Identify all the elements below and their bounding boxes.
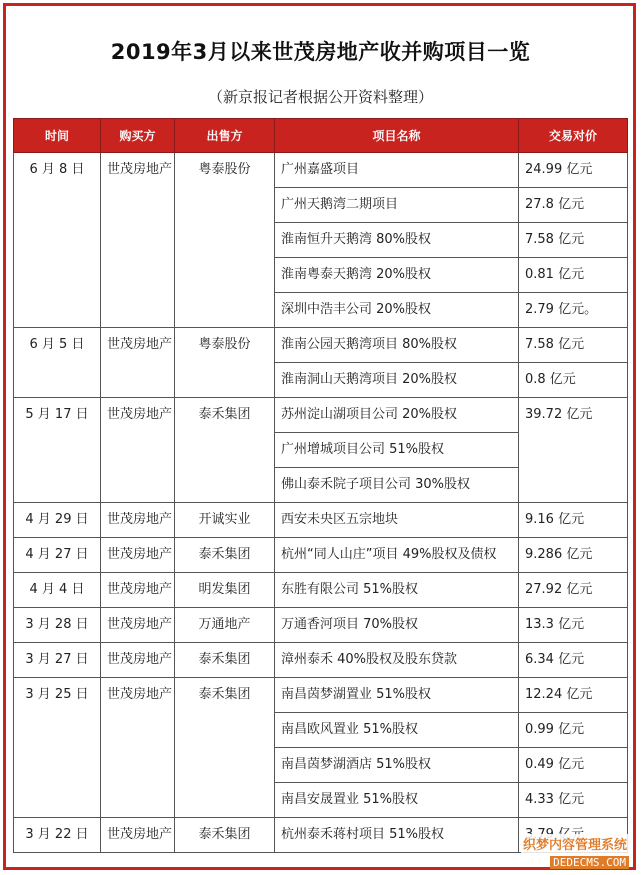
seller-cell: 粤泰股份 [175,328,275,398]
buyer-cell: 世茂房地产 [101,538,175,573]
date-cell: 3 月 28 日 [14,608,101,643]
project-cell: 淮南洞山天鹅湾项目 20%股权 [275,363,519,398]
price-cell: 24.99 亿元 [519,153,628,188]
date-cell: 6 月 8 日 [14,153,101,328]
date-cell: 3 月 22 日 [14,818,101,853]
project-cell: 杭州泰禾蒋村项目 51%股权 [275,818,519,853]
seller-cell: 泰禾集团 [175,643,275,678]
project-cell: 淮南恒升天鹅湾 80%股权 [275,223,519,258]
buyer-cell: 世茂房地产 [101,643,175,678]
seller-cell: 泰禾集团 [175,538,275,573]
price-cell: 2.79 亿元。 [519,293,628,328]
project-cell: 广州天鹅湾二期项目 [275,188,519,223]
header-date: 时间 [14,119,101,153]
price-cell: 9.16 亿元 [519,503,628,538]
table-row [14,538,628,573]
watermark-domain: DEDECMS.COM [550,856,629,869]
buyer-cell: 世茂房地产 [101,678,175,818]
date-cell: 3 月 27 日 [14,643,101,678]
buyer-cell: 世茂房地产 [101,153,175,328]
table-row [14,608,628,643]
date-cell: 4 月 29 日 [14,503,101,538]
project-cell: 广州增城项目公司 51%股权 [275,433,519,468]
price-cell: 7.58 亿元 [519,223,628,258]
project-cell: 西安未央区五宗地块 [275,503,519,538]
seller-cell: 开诚实业 [175,503,275,538]
buyer-cell: 世茂房地产 [101,398,175,503]
buyer-cell: 世茂房地产 [101,503,175,538]
price-cell: 13.3 亿元 [519,608,628,643]
project-cell: 淮南粤泰天鹅湾 20%股权 [275,258,519,293]
seller-cell: 明发集团 [175,573,275,608]
buyer-cell: 世茂房地产 [101,328,175,398]
seller-cell: 泰禾集团 [175,818,275,853]
buyer-cell: 世茂房地产 [101,818,175,853]
project-cell: 佛山泰禾院子项目公司 30%股权 [275,468,519,503]
buyer-cell: 世茂房地产 [101,608,175,643]
price-cell: 0.8 亿元 [519,363,628,398]
seller-cell: 万通地产 [175,608,275,643]
date-cell: 4 月 27 日 [14,538,101,573]
seller-cell: 泰禾集团 [175,678,275,818]
table-row [14,153,628,188]
table-header-row [14,119,628,153]
page-subtitle: （新京报记者根据公开资料整理） [207,88,433,106]
header-project: 项目名称 [275,119,519,153]
table-body [14,153,628,853]
price-cell: 9.286 亿元 [519,538,628,573]
project-cell: 东胜有限公司 51%股权 [275,573,519,608]
table-row [14,643,628,678]
date-cell: 5 月 17 日 [14,398,101,503]
project-cell: 南昌欧风置业 51%股权 [275,713,519,748]
table-row [14,678,628,713]
table-row [14,503,628,538]
buyer-cell: 世茂房地产 [101,573,175,608]
project-cell: 南昌安晟置业 51%股权 [275,783,519,818]
date-cell: 3 月 25 日 [14,678,101,818]
watermark-text: 织梦内容管理系统 [521,834,629,853]
price-cell: 27.92 亿元 [519,573,628,608]
seller-cell: 泰禾集团 [175,398,275,503]
header-buyer: 购买方 [101,119,175,153]
project-cell: 淮南公园天鹅湾项目 80%股权 [275,328,519,363]
price-cell: 0.99 亿元 [519,713,628,748]
project-cell: 深圳中浩丰公司 20%股权 [275,293,519,328]
price-cell: 39.72 亿元 [519,398,628,503]
table-row [14,573,628,608]
table-row [14,398,628,433]
price-cell: 7.58 亿元 [519,328,628,363]
project-cell: 漳州泰禾 40%股权及股东贷款 [275,643,519,678]
project-cell: 南昌茵梦湖置业 51%股权 [275,678,519,713]
project-cell: 广州嘉盛项目 [275,153,519,188]
price-cell: 0.49 亿元 [519,748,628,783]
project-cell: 南昌茵梦湖酒店 51%股权 [275,748,519,783]
price-cell: 4.33 亿元 [519,783,628,818]
project-cell: 苏州淀山湖项目公司 20%股权 [275,398,519,433]
project-cell: 万通香河项目 70%股权 [275,608,519,643]
price-cell: 0.81 亿元 [519,258,628,293]
seller-cell: 粤泰股份 [175,153,275,328]
header-price: 交易对价 [519,119,628,153]
project-cell: 杭州“同人山庄”项目 49%股权及债权 [275,538,519,573]
page-title: 2019年3月以来世茂房地产收并购项目一览 [110,40,531,64]
date-cell: 6 月 5 日 [14,328,101,398]
price-cell: 12.24 亿元 [519,678,628,713]
table-row [14,328,628,363]
date-cell: 4 月 4 日 [14,573,101,608]
price-cell: 6.34 亿元 [519,643,628,678]
header-seller: 出售方 [175,119,275,153]
price-cell: 27.8 亿元 [519,188,628,223]
acquisitions-table [13,118,628,853]
